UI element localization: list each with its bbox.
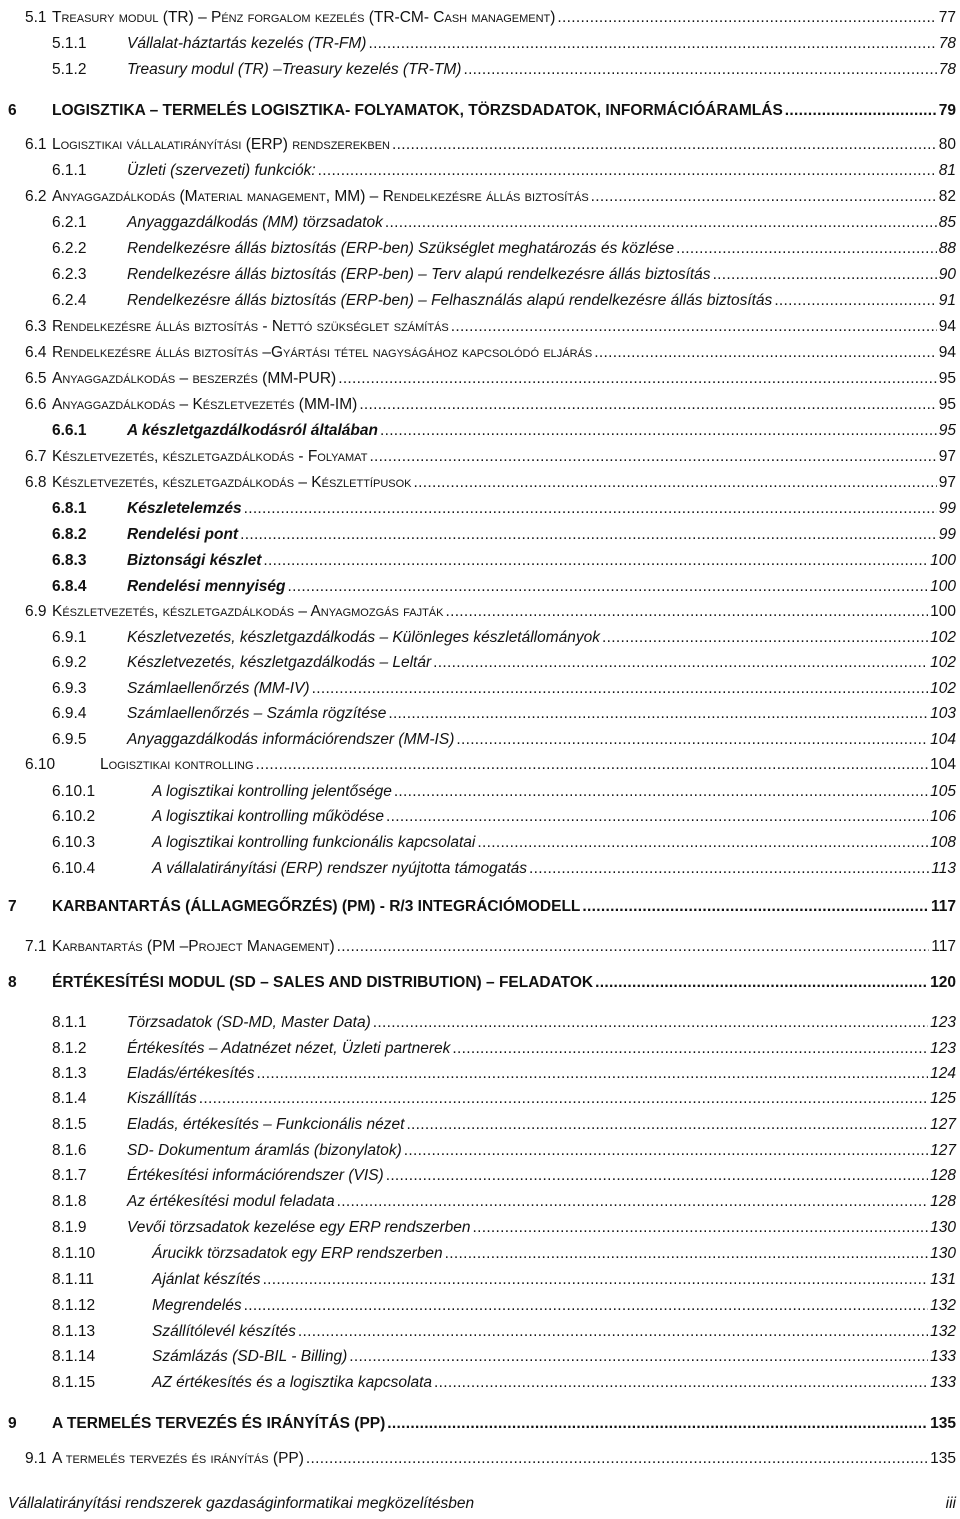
toc-entry[interactable]: [0, 1217, 956, 1239]
toc-entry[interactable]: [0, 729, 956, 751]
toc-entry-number: 6.10.1: [52, 783, 96, 800]
toc-dot-leader: [452, 1038, 928, 1060]
toc-entry[interactable]: [0, 1088, 956, 1110]
toc-dot-leader: [369, 446, 936, 468]
toc-entry[interactable]: [0, 238, 956, 260]
toc-entry-page: 99: [938, 526, 956, 543]
toc-entry-page: 132: [930, 1297, 956, 1314]
toc-dot-leader: [263, 1269, 929, 1291]
toc-dot-leader: [318, 160, 937, 182]
toc-entry-title: Rendelési pont: [127, 526, 239, 543]
toc-dot-leader: [244, 498, 937, 520]
toc-dot-leader: [349, 1346, 928, 1368]
toc-entry-page: 105: [930, 783, 956, 800]
toc-entry-number: 5.1.1: [52, 35, 87, 52]
toc-entry-number: 7.1: [25, 938, 47, 955]
toc-entry-page: 85: [938, 214, 956, 231]
toc-entry-number: 6.10: [25, 756, 56, 773]
toc-entry-number: 6.7: [25, 448, 47, 465]
toc-dot-leader: [240, 524, 937, 546]
toc-entry-number: 6.2: [25, 188, 47, 205]
toc-dot-leader: [338, 368, 937, 390]
toc-entry-title: Készletvezetés, készletgazdálkodás – Különleges készletállományok: [127, 629, 601, 646]
toc-dot-leader: [312, 678, 929, 700]
toc-entry-page: 100: [930, 552, 956, 569]
toc-entry-page: 82: [938, 188, 956, 205]
toc-entry-title: Eladás, értékesítés – Funkcionális nézet: [127, 1116, 405, 1133]
toc-entry-number: 6.2.4: [52, 292, 87, 309]
toc-entry[interactable]: [0, 1140, 956, 1162]
toc-entry-title: Árucikk törzsadatok egy ERP rendszerben: [152, 1245, 443, 1262]
toc-entry-title: A logisztikai kontrolling jelentősége: [152, 783, 392, 800]
toc-dot-leader: [386, 1165, 928, 1187]
toc-entry[interactable]: [0, 100, 956, 122]
toc-entry-page: 124: [930, 1065, 956, 1082]
toc-entry[interactable]: [0, 652, 956, 674]
toc-entry-page: 127: [930, 1116, 956, 1133]
toc-entry[interactable]: [0, 936, 956, 958]
toc-entry-number: 6.6: [25, 396, 47, 413]
toc-entry-page: 120: [930, 974, 956, 991]
footer-title: Vállalatirányítási rendszerek gazdaságinformatikai megközelítésben: [8, 1495, 475, 1512]
toc-entry[interactable]: [0, 186, 956, 208]
toc-dot-leader: [529, 858, 929, 880]
toc-entry[interactable]: [0, 134, 956, 156]
toc-dot-leader: [463, 59, 936, 81]
toc-entry-page: 108: [930, 834, 956, 851]
toc-dot-leader: [359, 394, 936, 416]
toc-dot-leader: [337, 936, 930, 958]
toc-entry-title: KARBANTARTÁS (ÁLLAGMEGŐRZÉS) (PM) - R/3 INTEGRÁCIÓMODELL: [52, 898, 581, 915]
toc-entry-page: 95: [938, 370, 956, 387]
toc-entry-page: 100: [930, 578, 956, 595]
toc-dot-leader: [337, 1191, 928, 1213]
toc-dot-leader: [472, 1217, 928, 1239]
toc-entry-number: 8.1.3: [52, 1065, 87, 1082]
toc-entry-page: 128: [930, 1193, 956, 1210]
toc-entry-title: Szállítólevél készítés: [152, 1323, 296, 1340]
toc-entry[interactable]: [0, 1346, 956, 1368]
toc-entry-number: 6.10.3: [52, 834, 96, 851]
toc-entry-page: 81: [938, 162, 956, 179]
toc-dot-leader: [713, 264, 937, 286]
toc-dot-leader: [404, 1140, 928, 1162]
toc-entry-page: 90: [938, 266, 956, 283]
toc-entry-title: Vállalat-háztartás kezelés (TR-FM): [127, 35, 367, 52]
toc-entry-page: 117: [930, 898, 956, 915]
toc-entry-title: Értékesítés – Adatnézet nézet, Üzleti partnerek: [127, 1040, 451, 1057]
toc-entry-page: 102: [930, 629, 956, 646]
toc-dot-leader: [445, 601, 928, 623]
toc-entry[interactable]: [0, 858, 956, 880]
toc-entry[interactable]: [0, 420, 956, 442]
toc-dot-leader: [388, 703, 928, 725]
toc-entry-number: 6.10.2: [52, 808, 96, 825]
toc-entry-number: 6.8.3: [52, 552, 87, 569]
toc-entry[interactable]: [0, 1295, 956, 1317]
toc-entry-number: 6.1.1: [52, 162, 87, 179]
toc-entry-page: 104: [930, 756, 956, 773]
toc-entry[interactable]: [0, 498, 956, 520]
toc-entry-number: 8.1.15: [52, 1374, 96, 1391]
toc-entry-number: 8.1.9: [52, 1219, 87, 1236]
toc-dot-leader: [256, 754, 929, 776]
toc-entry-number: 6.8.4: [52, 578, 87, 595]
toc-entry[interactable]: [0, 1243, 956, 1265]
toc-entry-title: Rendelkezésre állás biztosítás –Gyártási tétel nagyságához kapcsolódó eljárás: [52, 344, 593, 361]
toc-entry-page: 99: [938, 500, 956, 517]
toc-entry[interactable]: [0, 1448, 956, 1470]
toc-entry-number: 6.6.1: [52, 422, 87, 439]
toc-dot-leader: [288, 576, 929, 598]
toc-entry-title: Anyaggazdálkodás információrendszer (MM-IS): [127, 731, 455, 748]
toc-entry[interactable]: [0, 368, 956, 390]
toc-entry-number: 6.9.4: [52, 705, 87, 722]
toc-entry-page: 97: [938, 448, 956, 465]
toc-entry-title: Treasury modul (TR) – Pénz forgalom kezelés (TR-CM- Cash management): [52, 9, 556, 26]
toc-dot-leader: [557, 7, 936, 29]
toc-dot-leader: [298, 1321, 928, 1343]
toc-entry-title: A logisztikai kontrolling működése: [152, 808, 385, 825]
toc-entry-title: Törzsadatok (SD-MD, Master Data): [127, 1014, 371, 1031]
toc-entry-title: Logisztikai kontrolling: [100, 756, 254, 773]
toc-entry-number: 6.8.1: [52, 500, 87, 517]
toc-entry[interactable]: [0, 394, 956, 416]
toc-entry-number: 6.9.1: [52, 629, 87, 646]
toc-entry-page: 131: [930, 1271, 956, 1288]
toc-entry-number: 6.10.4: [52, 860, 96, 877]
toc-entry[interactable]: [0, 160, 956, 182]
toc-dot-leader: [257, 1063, 929, 1085]
toc-dot-leader: [386, 806, 928, 828]
toc-entry-title: Karbantartás (PM –Project Management): [52, 938, 335, 955]
toc-entry-number: 6.5: [25, 370, 47, 387]
toc-entry[interactable]: [0, 59, 956, 81]
toc-entry-number: 6.9.5: [52, 731, 87, 748]
page-footer: [0, 1495, 956, 1517]
toc-entry-title: A termelés tervezés és irányítás (PP): [52, 1450, 304, 1467]
toc-dot-leader: [373, 1012, 928, 1034]
toc-entry[interactable]: [0, 1114, 956, 1136]
toc-dot-leader: [582, 896, 929, 918]
toc-dot-leader: [477, 832, 928, 854]
toc-entry-page: 91: [938, 292, 956, 309]
toc-dot-leader: [394, 781, 928, 803]
toc-entry-title: Készletvezetés, készletgazdálkodás – Anyagmozgás fajták: [52, 603, 444, 620]
toc-entry[interactable]: [0, 7, 956, 29]
toc-entry-title: Készletvezetés, készletgazdálkodás – Készlettípusok: [52, 474, 412, 491]
toc-entry[interactable]: [0, 550, 956, 572]
toc-entry-number: 8.1.11: [52, 1271, 94, 1288]
toc-dot-leader: [434, 1372, 928, 1394]
toc-entry-page: 79: [938, 102, 956, 119]
toc-entry-number: 9.1: [25, 1450, 47, 1467]
toc-entry-title: Anyaggazdálkodás – Készletvezetés (MM-IM): [52, 396, 358, 413]
toc-entry-title: SD- Dokumentum áramlás (bizonylatok): [127, 1142, 402, 1159]
toc-entry[interactable]: [0, 972, 956, 994]
toc-entry-number: 8.1.12: [52, 1297, 96, 1314]
toc-dot-leader: [676, 238, 937, 260]
toc-dot-leader: [774, 290, 936, 312]
toc-entry-title: Rendelkezésre állás biztosítás (ERP-ben) – Felhasználás alapú rendelkezésre állás biztosítás: [127, 292, 773, 309]
toc-entry-number: 8.1.13: [52, 1323, 96, 1340]
toc-entry-number: 6.8.2: [52, 526, 87, 543]
toc-entry-title: Számlaellenőrzés – Számla rögzítése: [127, 705, 387, 722]
toc-entry-title: Üzleti (szervezeti) funkciók:: [127, 162, 316, 179]
toc-entry-page: 123: [930, 1014, 956, 1031]
toc-entry-page: 133: [930, 1374, 956, 1391]
toc-dot-leader: [392, 134, 937, 156]
toc-entry-title: Vevői törzsadatok kezelése egy ERP rendszerben: [127, 1219, 471, 1236]
toc-entry[interactable]: [0, 290, 956, 312]
toc-entry-title: Anyaggazdálkodás (Material management, MM) – Rendelkezésre állás biztosítás: [52, 188, 589, 205]
toc-entry-page: 104: [930, 731, 956, 748]
toc-entry-number: 7: [8, 898, 17, 915]
toc-entry-number: 6.1: [25, 136, 47, 153]
toc-entry-number: 6.2.3: [52, 266, 87, 283]
toc-entry[interactable]: [0, 316, 956, 338]
toc-dot-leader: [785, 100, 937, 122]
toc-entry-number: 8: [8, 974, 17, 991]
toc-entry-page: 94: [938, 318, 956, 335]
toc-entry-title: Ajánlat készítés: [152, 1271, 261, 1288]
toc-entry[interactable]: [0, 627, 956, 649]
toc-dot-leader: [433, 652, 928, 674]
toc-entry-title: Eladás/értékesítés: [127, 1065, 255, 1082]
toc-entry-number: 8.1.8: [52, 1193, 87, 1210]
toc-entry-title: A logisztikai kontrolling funkcionális kapcsolatai: [152, 834, 476, 851]
toc-entry[interactable]: [0, 1321, 956, 1343]
toc-entry-number: 8.1.1: [52, 1014, 87, 1031]
toc-entry-title: Készletvezetés, készletgazdálkodás – Leltár: [127, 654, 432, 671]
toc-entry-title: LOGISZTIKA – TERMELÉS LOGISZTIKA- FOLYAMATOK, TÖRZSDADATOK, INFORMÁCIÓÁRAMLÁS: [52, 102, 783, 119]
toc-entry[interactable]: [0, 33, 956, 55]
toc-entry-page: 123: [930, 1040, 956, 1057]
toc-entry-title: Treasury modul (TR) –Treasury kezelés (TR-TM): [127, 61, 462, 78]
toc-entry[interactable]: [0, 576, 956, 598]
toc-entry-number: 9: [8, 1415, 17, 1432]
toc-entry[interactable]: [0, 754, 956, 776]
toc-entry-number: 6.2.1: [52, 214, 87, 231]
toc-entry-number: 8.1.7: [52, 1167, 87, 1184]
toc-entry-page: 117: [931, 938, 956, 955]
toc-entry[interactable]: [0, 472, 956, 494]
toc-entry-number: 6.9.2: [52, 654, 87, 671]
toc-entry[interactable]: [0, 1038, 956, 1060]
toc-dot-leader: [451, 316, 937, 338]
toc-dot-leader: [414, 472, 937, 494]
toc-entry-page: 113: [931, 860, 956, 877]
toc-entry-number: 6: [8, 102, 17, 119]
toc-entry[interactable]: [0, 781, 956, 803]
toc-entry-number: 8.1.14: [52, 1348, 96, 1365]
toc-entry-page: 97: [938, 474, 956, 491]
toc-entry-page: 102: [930, 654, 956, 671]
toc-entry-number: 8.1.2: [52, 1040, 87, 1057]
toc-entry[interactable]: [0, 212, 956, 234]
toc-entry-page: 135: [930, 1450, 956, 1467]
toc-entry-title: Rendelkezésre állás biztosítás (ERP-ben) – Terv alapú rendelkezésre állás biztosítás: [127, 266, 711, 283]
toc-entry-title: Készletvezetés, készletgazdálkodás - Folyamat: [52, 448, 368, 465]
toc-entry[interactable]: [0, 806, 956, 828]
toc-entry-number: 6.4: [25, 344, 47, 361]
toc-entry-number: 8.1.10: [52, 1245, 96, 1262]
toc-entry-title: Számlázás (SD-BIL - Billing): [152, 1348, 348, 1365]
toc-entry-number: 6.8: [25, 474, 47, 491]
toc-entry-title: Megrendelés: [152, 1297, 242, 1314]
toc-entry[interactable]: [0, 1269, 956, 1291]
toc-entry-title: Rendelési mennyiség: [127, 578, 286, 595]
toc-entry-title: Kiszállítás: [127, 1090, 197, 1107]
toc-entry-title: A készletgazdálkodásról általában: [127, 422, 378, 439]
toc-entry-page: 135: [930, 1415, 956, 1432]
toc-entry-title: Az értékesítési modul feladata: [127, 1193, 335, 1210]
toc-entry[interactable]: [0, 832, 956, 854]
toc-dot-leader: [595, 972, 928, 994]
toc-entry-title: Rendelkezésre állás biztosítás - Nettó szükséglet számítás: [52, 318, 449, 335]
toc-entry-number: 5.1: [25, 9, 47, 26]
toc-entry-page: 133: [930, 1348, 956, 1365]
toc-entry-page: 125: [930, 1090, 956, 1107]
toc-entry[interactable]: [0, 1165, 956, 1187]
toc-entry-page: 128: [930, 1167, 956, 1184]
toc-dot-leader: [456, 729, 928, 751]
toc-dot-leader: [306, 1448, 928, 1470]
toc-entry-page: 80: [938, 136, 956, 153]
toc-entry-page: 78: [938, 35, 956, 52]
toc-dot-leader: [445, 1243, 929, 1265]
toc-entry-title: AZ értékesítés és a logisztika kapcsolata: [152, 1374, 432, 1391]
toc-entry-page: 127: [930, 1142, 956, 1159]
toc-entry-number: 6.2.2: [52, 240, 87, 257]
toc-entry-number: 6.9: [25, 603, 47, 620]
toc-entry[interactable]: [0, 896, 956, 918]
toc-entry-page: 102: [930, 680, 956, 697]
toc-entry-number: 8.1.5: [52, 1116, 87, 1133]
toc-entry-title: Biztonsági készlet: [127, 552, 262, 569]
toc-entry-title: A vállalatirányítási (ERP) rendszer nyújtotta támogatás: [152, 860, 528, 877]
toc-entry[interactable]: [0, 1372, 956, 1394]
toc-entry-number: 6.9.3: [52, 680, 87, 697]
toc-entry-number: 8.1.6: [52, 1142, 87, 1159]
toc-entry[interactable]: [0, 342, 956, 364]
toc-entry-page: 88: [938, 240, 956, 257]
toc-dot-leader: [385, 212, 937, 234]
toc-entry[interactable]: [0, 601, 956, 623]
toc-dot-leader: [244, 1295, 929, 1317]
toc-entry-number: 8.1.4: [52, 1090, 87, 1107]
toc-entry-title: Anyaggazdálkodás (MM) törzsadatok: [127, 214, 383, 231]
toc-entry-page: 130: [930, 1245, 956, 1262]
toc-entry[interactable]: [0, 1191, 956, 1213]
toc-entry-title: Anyaggazdálkodás – beszerzés (MM-PUR): [52, 370, 337, 387]
toc-entry-page: 132: [930, 1323, 956, 1340]
toc-entry-page: 77: [938, 9, 956, 26]
toc-entry-page: 78: [938, 61, 956, 78]
toc-entry-page: 95: [938, 396, 956, 413]
toc-dot-leader: [387, 1413, 928, 1435]
toc-dot-leader: [263, 550, 928, 572]
toc-entry-title: Értékesítési információrendszer (VIS): [127, 1167, 384, 1184]
toc-entry[interactable]: [0, 446, 956, 468]
toc-entry-number: 5.1.2: [52, 61, 87, 78]
toc-dot-leader: [594, 342, 936, 364]
toc-entry-title: A TERMELÉS TERVEZÉS ÉS IRÁNYÍTÁS (PP): [52, 1415, 386, 1432]
toc-entry-number: 6.3: [25, 318, 47, 335]
toc-entry-title: Logisztikai vállalatirányítási (ERP) rendszerekben: [52, 136, 390, 153]
toc-entry-title: ÉRTÉKESÍTÉSI MODUL (SD – SALES AND DISTRIBUTION) – FELADATOK: [52, 974, 594, 991]
toc-dot-leader: [602, 627, 928, 649]
toc-entry[interactable]: [0, 703, 956, 725]
toc-entry[interactable]: [0, 1012, 956, 1034]
toc-entry[interactable]: [0, 524, 956, 546]
toc-entry-page: 130: [930, 1219, 956, 1236]
toc-entry[interactable]: [0, 678, 956, 700]
toc-entry-title: Készletelemzés: [127, 500, 242, 517]
toc-entry-title: Számlaellenőrzés (MM-IV): [127, 680, 310, 697]
toc-entry[interactable]: [0, 1063, 956, 1085]
toc-entry-page: 94: [938, 344, 956, 361]
toc-entry-page: 103: [930, 705, 956, 722]
toc-entry-page: 106: [930, 808, 956, 825]
toc-dot-leader: [406, 1114, 928, 1136]
toc-entry-title: Rendelkezésre állás biztosítás (ERP-ben) Szükséglet meghatározás és közlése: [127, 240, 675, 257]
toc-entry-page: 95: [938, 422, 956, 439]
toc-entry[interactable]: [0, 1413, 956, 1435]
toc-dot-leader: [591, 186, 937, 208]
footer-page-number: iii: [945, 1495, 956, 1512]
toc-dot-leader: [199, 1088, 928, 1110]
toc-dot-leader: [380, 420, 937, 442]
toc-entry[interactable]: [0, 264, 956, 286]
toc-entry-page: 100: [930, 603, 956, 620]
toc-dot-leader: [368, 33, 936, 55]
